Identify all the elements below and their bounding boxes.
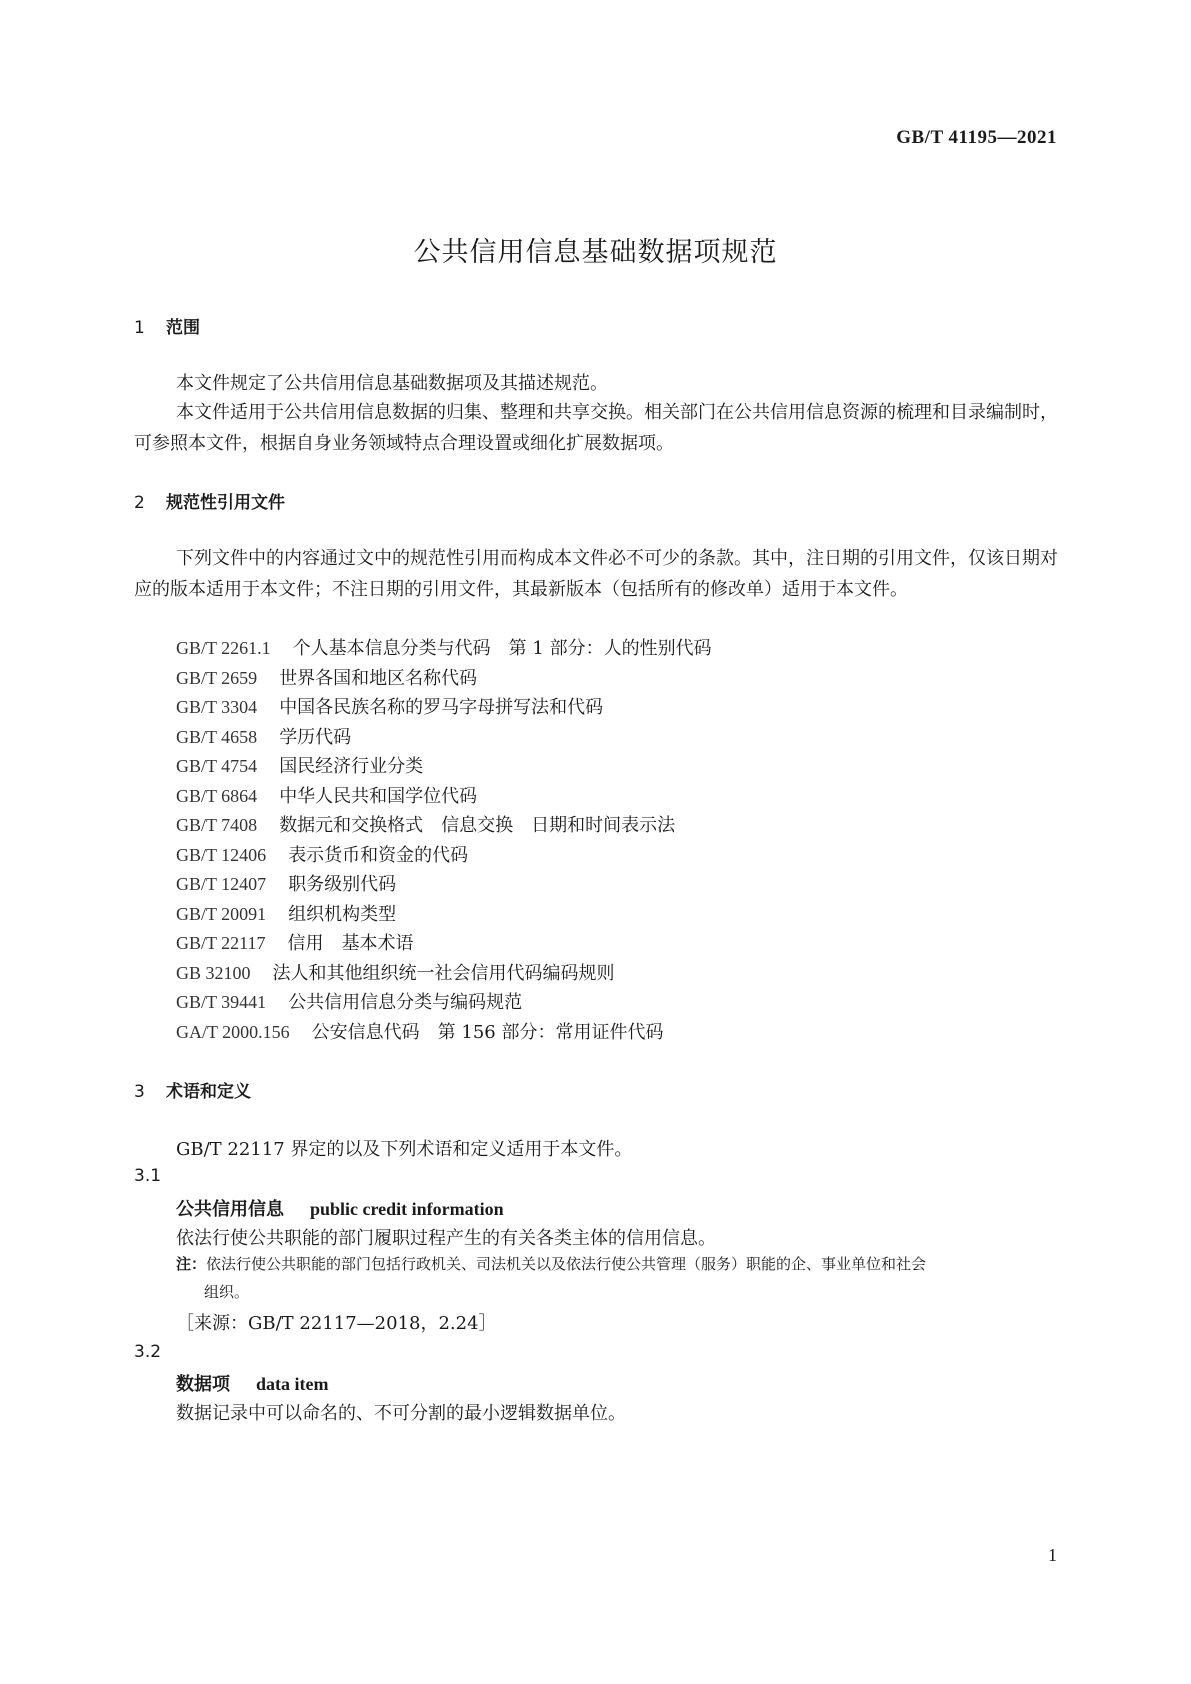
- term-en: data item: [256, 1374, 329, 1394]
- section-title: 术语和定义: [166, 1082, 251, 1102]
- reference-code: GB/T 2659: [176, 668, 258, 688]
- reference-code: GB/T 22117: [176, 933, 266, 953]
- section-number: 1: [134, 318, 145, 338]
- reference-item: [176, 900, 396, 926]
- term-en: public credit information: [310, 1199, 504, 1219]
- reference-title: 个人基本信息分类与代码 第 1 部分：人的性别代码: [292, 638, 712, 659]
- reference-title: 学历代码: [279, 727, 352, 748]
- reference-code: GB/T 3304: [176, 697, 258, 717]
- reference-item: [176, 782, 477, 808]
- reference-item: [176, 841, 468, 867]
- term-zh: 数据项: [176, 1374, 230, 1395]
- reference-item: [176, 870, 396, 896]
- section-number: 2: [134, 493, 145, 513]
- term-number: 3.1: [134, 1166, 162, 1186]
- reference-title: 国民经济行业分类: [279, 756, 424, 777]
- reference-item: [176, 959, 615, 985]
- term-note: [176, 1250, 1058, 1306]
- reference-code: GB/T 7408: [176, 815, 258, 835]
- reference-title: 公共信用信息分类与编码规范: [288, 992, 523, 1013]
- reference-title: 法人和其他组织统一社会信用代码编码规则: [272, 963, 615, 984]
- term-definition: 数据记录中可以命名的、不可分割的最小逻辑数据单位。: [176, 1403, 626, 1424]
- reference-code: GB/T 20091: [176, 904, 267, 924]
- reference-item: [176, 1018, 663, 1044]
- term-number: 3.2: [134, 1342, 162, 1362]
- term-definition: 依法行使公共职能的部门履职过程产生的有关各类主体的信用信息。: [176, 1228, 716, 1249]
- section-number: 3: [134, 1082, 145, 1102]
- reference-code: GA/T 2000.156: [176, 1022, 290, 1042]
- reference-code: GB/T 6864: [176, 786, 258, 806]
- reference-item: [176, 811, 675, 837]
- reference-code: GB/T 12406: [176, 845, 267, 865]
- reference-code: GB/T 39441: [176, 992, 267, 1012]
- reference-code: GB 32100: [176, 963, 251, 983]
- scope-paragraph-2: 本文件适用于公共信用信息数据的归集、整理和共享交换。相关部门在公共信用信息资源的梳理和目录编制时，可参照本文件，根据自身业务领域特点合理设置或细化扩展数据项。: [134, 402, 1058, 454]
- document-title: 公共信用信息基础数据项规范: [413, 237, 778, 268]
- reference-item: [176, 988, 522, 1014]
- references-intro: 下列文件中的内容通过文中的规范性引用而构成本文件必不可少的条款。其中，注日期的引用文件，仅该日期对应的版本适用于本文件；不注日期的引用文件，其最新版本（包括所有的修改单）适用于本文件。: [134, 548, 1058, 600]
- reference-title: 中国各民族名称的罗马字母拼写法和代码: [279, 697, 604, 718]
- reference-item: [176, 929, 414, 955]
- reference-item: [176, 693, 603, 719]
- term-heading: [176, 1370, 328, 1396]
- section-1-heading: [134, 313, 200, 338]
- reference-item: [176, 723, 351, 749]
- note-text: 依法行使公共职能的部门包括行政机关、司法机关以及依法行使公共管理（服务）职能的企、事业单位和社会: [206, 1255, 927, 1273]
- reference-title: 职务级别代码: [288, 874, 397, 895]
- section-title: 范围: [166, 318, 200, 338]
- reference-title: 世界各国和地区名称代码: [279, 668, 478, 689]
- reference-title: 数据元和交换格式 信息交换 日期和时间表示法: [279, 815, 676, 836]
- reference-title: 组织机构类型: [288, 904, 397, 925]
- standard-number: GB/T 41195—2021: [896, 127, 1057, 148]
- term-heading: [176, 1195, 504, 1221]
- reference-code: GB/T 4658: [176, 727, 258, 747]
- scope-paragraph-1: 本文件规定了公共信用信息基础数据项及其描述规范。: [176, 373, 608, 394]
- reference-item: [176, 634, 712, 660]
- page-number: 1: [1048, 1545, 1057, 1565]
- reference-title: 信用 基本术语: [287, 933, 414, 954]
- reference-title: 表示货币和资金的代码: [288, 845, 469, 866]
- reference-item: [176, 752, 423, 778]
- reference-code: GB/T 4754: [176, 756, 258, 776]
- section-3-heading: [134, 1077, 251, 1102]
- reference-item: [176, 664, 477, 690]
- reference-code: GB/T 2261.1: [176, 638, 271, 658]
- reference-title: 中华人民共和国学位代码: [279, 786, 478, 807]
- term-zh: 公共信用信息: [176, 1199, 284, 1220]
- note-label: 注：: [176, 1255, 207, 1273]
- term-source: ［来源：GB/T 22117—2018，2.24］: [176, 1313, 497, 1334]
- reference-code: GB/T 12407: [176, 874, 267, 894]
- section-2-heading: [134, 488, 285, 513]
- note-text-continued: 组织。: [204, 1283, 250, 1301]
- reference-title: 公安信息代码 第 156 部分：常用证件代码: [311, 1022, 664, 1043]
- terms-intro: GB/T 22117 界定的以及下列术语和定义适用于本文件。: [176, 1139, 633, 1160]
- section-title: 规范性引用文件: [166, 493, 285, 513]
